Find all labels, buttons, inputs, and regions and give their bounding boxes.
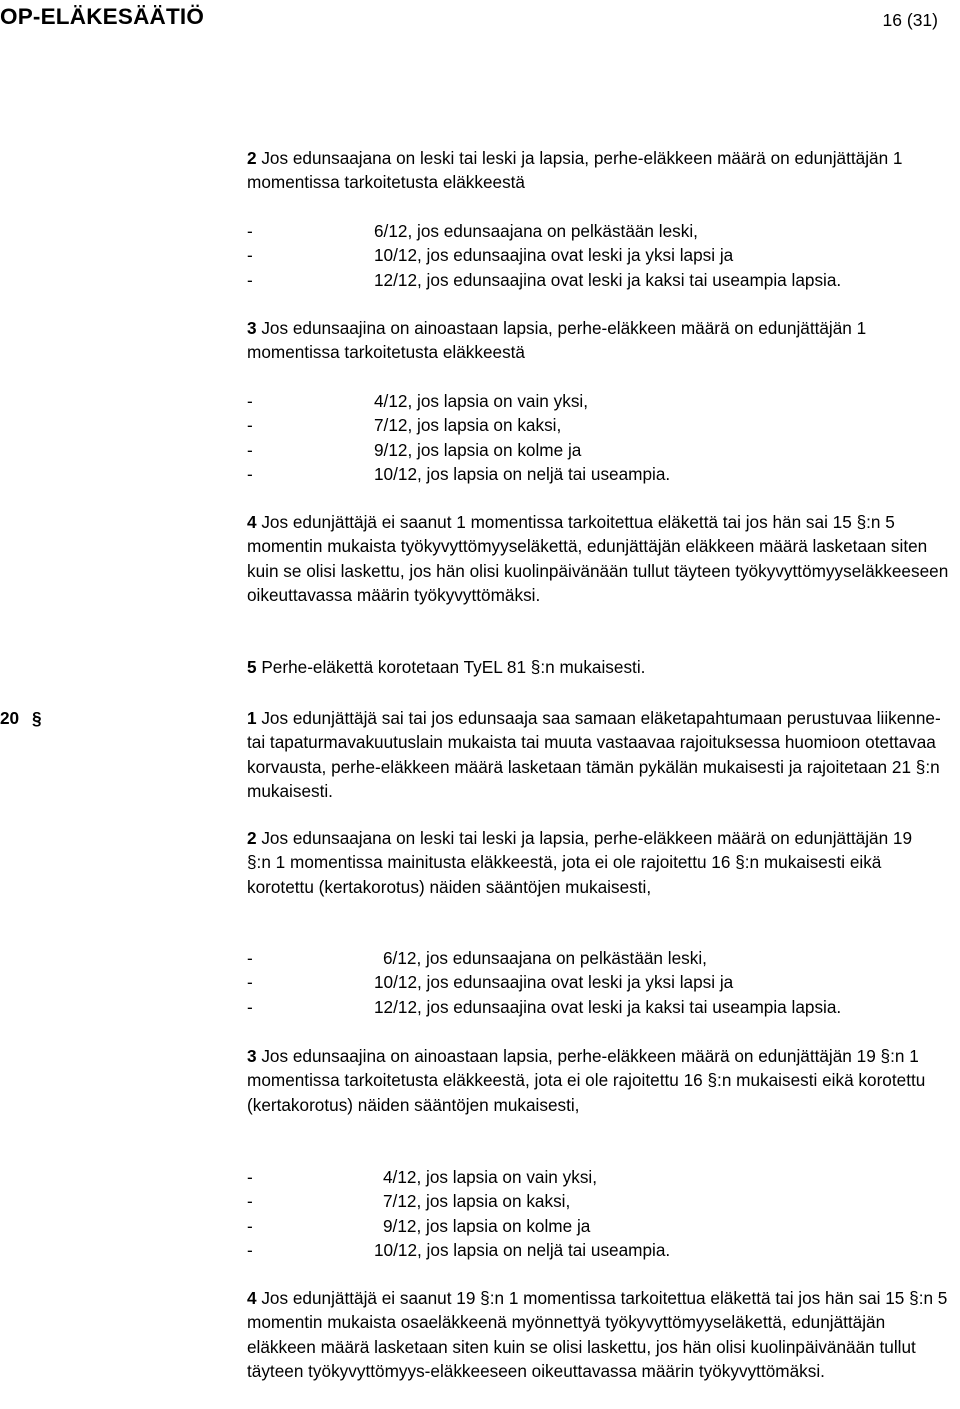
list-item: - 7/12, jos lapsia on kaksi, [247,415,562,436]
paragraph-mom-3 [247,316,897,365]
paragraph-text: Jos edunjättäjä ei saanut 19 §:n 1 momentissa tarkoitettua eläkettä tai jos hän sai 15 §:n 5 momentin mukaista osaeläkkeenä myönnettyä työkyvyttömyyseläkettä, edunjättäjän eläkkeen määrä lasketaan siten kuin se olisi laskettu, jos hän olisi kuolinpäivänään tullut täyteen työkyvyttömyys-eläkkeeseen oikeuttavassa määrin työkyvyttömäksi. [247,1288,948,1381]
moment-number: 3 [247,1046,257,1066]
list-item: - 12/12, jos edunsaajina ovat leski ja kaksi tai useampia lapsia. [247,996,842,1017]
moment-number: 2 [247,148,257,168]
paragraph-text: Jos edunjättäjä ei saanut 1 momentissa tarkoitettua eläkettä tai jos hän sai 15 §:n 5 momentin mukaista työkyvyttömyyseläkettä, edunjättäjän eläkkeen määrä lasketaan siten kuin se olisi laskettu, jos hän olisi kuolinpäivänään tullut täyteen työkyvyttömyyseläkkeeseen oikeuttavassa määrin työkyvyttömäksi. [247,512,949,605]
paragraph-mom-2 [247,146,927,195]
fraction-list [247,1165,959,1262]
paragraph-text: Jos edunsaajina on ainoastaan lapsia, perhe-eläkkeen määrä on edunjättäjän 19 §:n 1 momentissa tarkoitetusta eläkkeestä, jota ei ole rajoitettu 16 §:n mukaisesti eikä korotettu (kertakorotus) näiden sääntöjen mukaisesti, [247,1046,926,1115]
paragraph-mom-4 [247,510,959,607]
page-number: 16 (31) [882,10,938,30]
list-item: - 12/12, jos edunsaajina ovat leski ja kaksi tai useampia lapsia. [247,269,842,290]
list-item: - 10/12, jos lapsia on neljä tai useampia. [247,1239,671,1260]
paragraph-text: Jos edunsaajina on ainoastaan lapsia, perhe-eläkkeen määrä on edunjättäjän 1 momentissa tarkoitetusta eläkkeestä [247,318,867,363]
fraction-list [247,219,959,292]
fraction-list [247,389,959,486]
list-item: - 6/12, jos edunsaajana on pelkästään leski, [247,948,707,968]
list-item: - 10/12, jos edunsaajina ovat leski ja yksi lapsi ja [247,245,734,266]
moment-number: 3 [247,318,257,338]
moment-number: 2 [247,828,257,848]
paragraph-20-mom-2 [247,826,937,899]
moment-number: 4 [247,512,257,532]
list-item: - 4/12, jos lapsia on vain yksi, [247,391,589,411]
paragraph-text: Jos edunsaajana on leski tai leski ja lapsia, perhe-eläkkeen määrä on edunjättäjän 19 §:n 1 momentissa mainitusta eläkkeestä, jota ei ole rajoitettu 16 §:n mukaisesti eikä korotettu (kertakorotus) näiden sääntöjen mukaisesti, [247,828,913,897]
paragraph-20-mom-4 [247,1286,953,1383]
list-item: - 4/12, jos lapsia on vain yksi, [247,1167,598,1187]
paragraph-text: Perhe-eläkettä korotetaan TyEL 81 §:n mukaisesti. [256,657,646,677]
paragraph-text: Jos edunsaajana on leski tai leski ja lapsia, perhe-eläkkeen määrä on edunjättäjän 1 momentissa tarkoitetusta eläkkeestä [247,148,903,193]
section-symbol: § [32,708,42,728]
document-header-org: OP-ELÄKESÄÄTIÖ [0,4,205,29]
moment-number: 1 [247,708,257,728]
list-item: - 9/12, jos lapsia on kolme ja [247,1215,591,1236]
list-item: - 7/12, jos lapsia on kaksi, [247,1191,571,1212]
paragraph-20-mom-3 [247,1044,937,1117]
paragraph-mom-5 [247,655,959,679]
list-item: - 10/12, jos lapsia on neljä tai useampia. [247,463,671,484]
list-item: - 6/12, jos edunsaajana on pelkästään leski, [247,221,698,241]
moment-number: 4 [247,1288,257,1308]
list-item: - 9/12, jos lapsia on kolme ja [247,439,582,460]
list-item: - 10/12, jos edunsaajina ovat leski ja yksi lapsi ja [247,972,734,993]
paragraph-text: Jos edunjättäjä sai tai jos edunsaaja saa samaan eläketapahtumaan perustuvaa liikenne- tai tapaturmavakuutuslain mukaista tai muuta vastaavaa rajoituksessa huomioon otettavaa korvausta, perhe-eläkkeen määrä lasketaan tämän pykälän mukaisesti ja rajoitetaan 21 §:n mukaisesti. [247,708,941,801]
fraction-list [247,946,959,1019]
paragraph-20-mom-1 [247,706,953,803]
moment-number: 5 [247,657,257,677]
section-number: 20 [0,708,20,728]
